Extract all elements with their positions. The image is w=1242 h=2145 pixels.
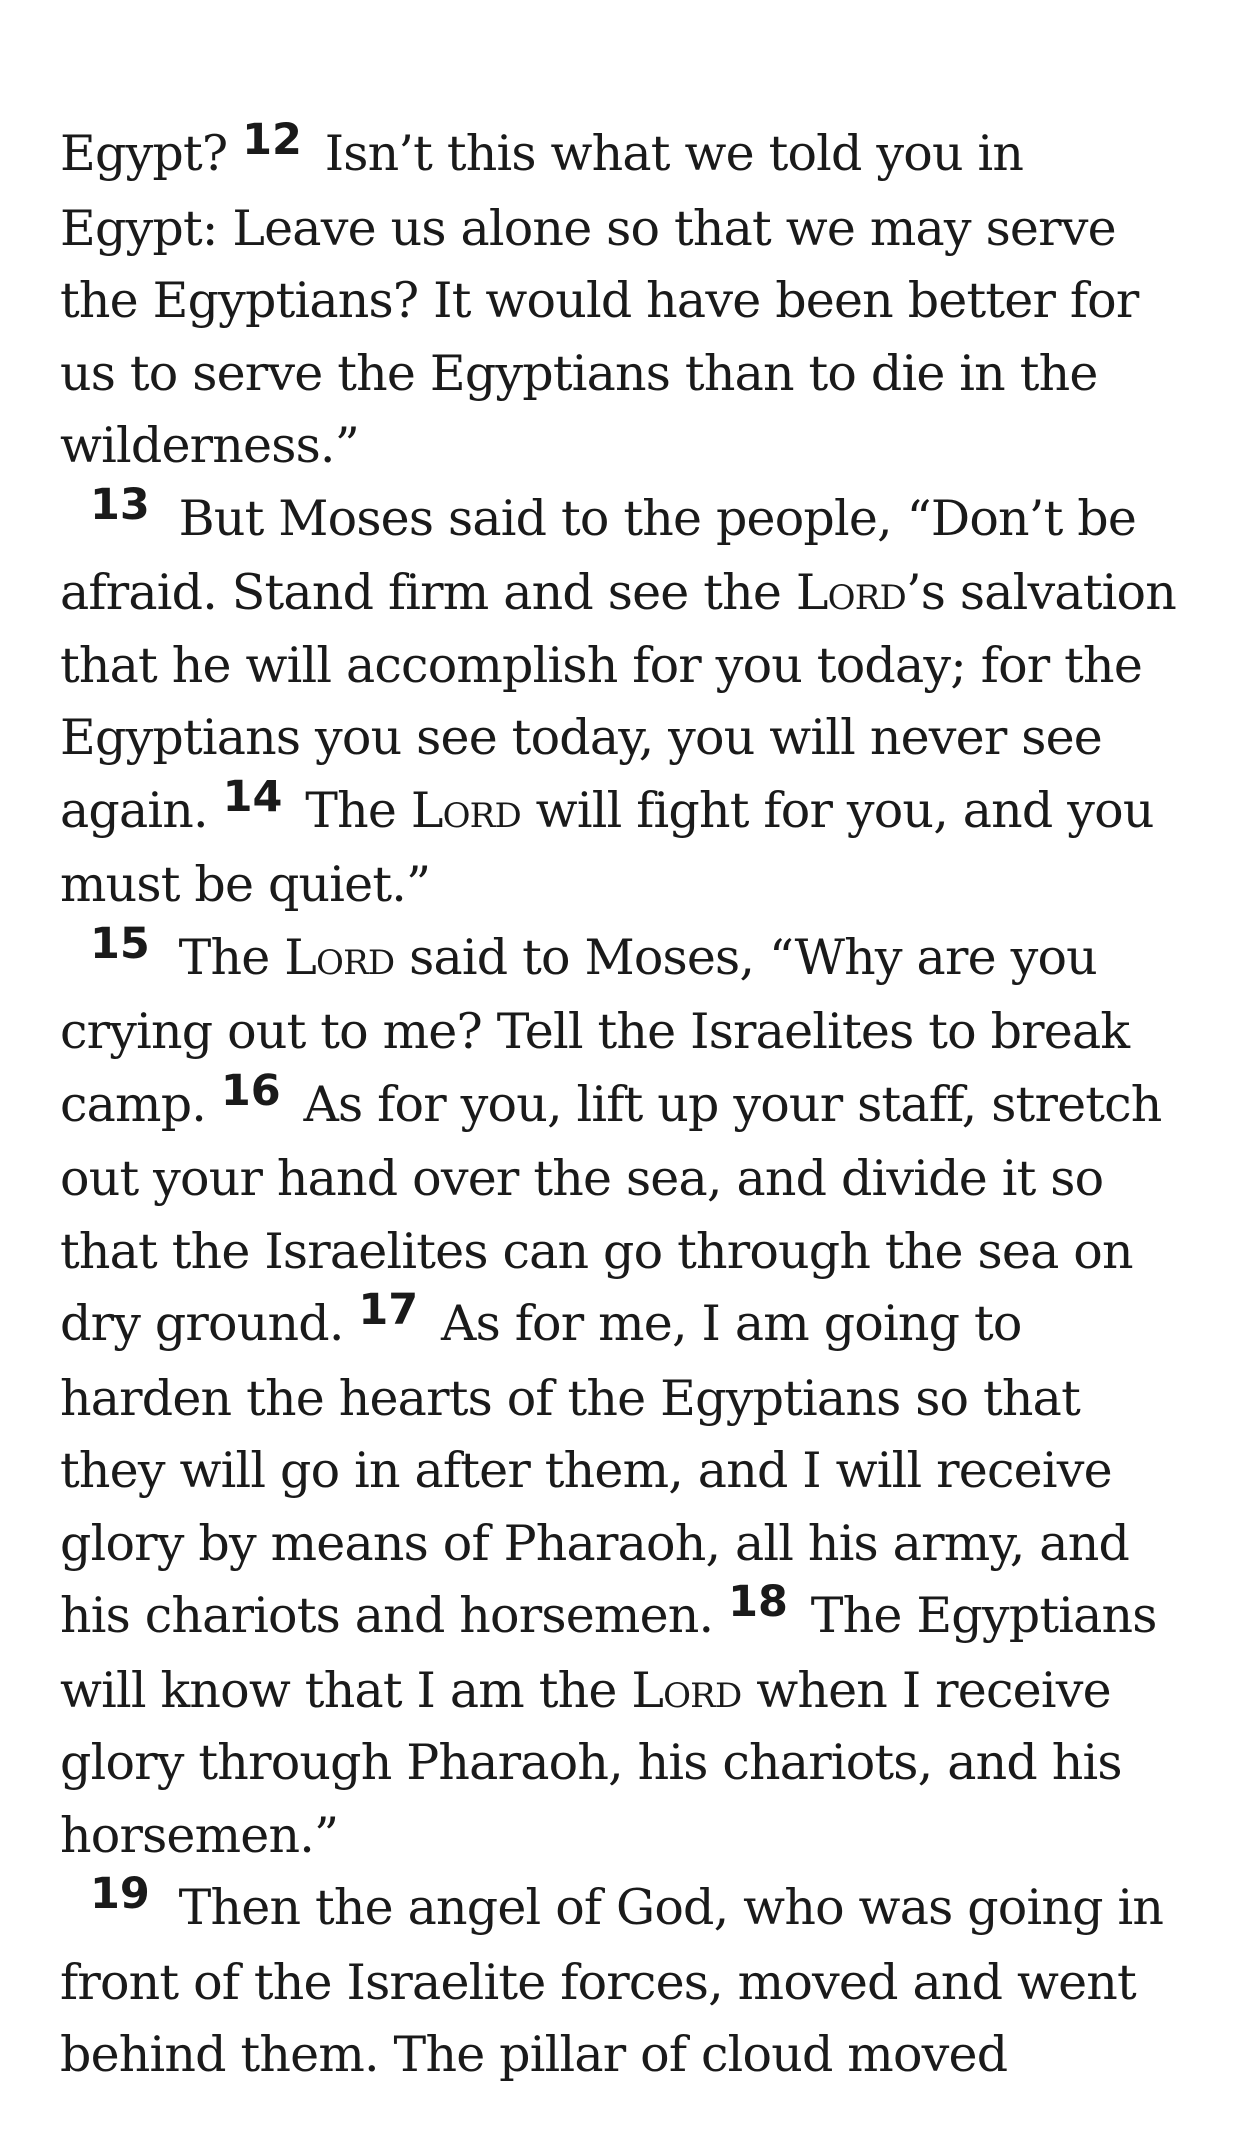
verse-number: 16 [220, 1065, 281, 1116]
divine-name: Lord [631, 1661, 742, 1719]
verse-text: said to Moses, “Why are you crying out to me? Tell the Israelites to break camp. [60, 928, 1130, 1133]
verse-text: The [178, 928, 285, 986]
verse-number: 13 [90, 479, 150, 530]
verse-text: will fight for you, and you must be quiet.” [60, 781, 1154, 913]
verse-text: As for you, lift up your staff, stretch out your hand over the sea, and divide it so that the Israelites can go through the sea on dry ground. [60, 1075, 1162, 1352]
divine-name: Lord [795, 564, 906, 621]
verse-text: The Egyptians will know that I am the [60, 1587, 1157, 1719]
paragraph [60, 918, 1190, 1873]
verse-number: 14 [222, 771, 283, 822]
verse-text: when I receive glory through Pharaoh, his chariots, and his horsemen.” [60, 1661, 1122, 1864]
verse-text: ’s salvation that he will accomplish for you today; for the Egyptians you see today, you will never see again. [60, 564, 1176, 839]
verse-text: The [305, 781, 411, 839]
divine-name: Lord [410, 781, 521, 839]
verse-number: 19 [90, 1869, 150, 1919]
verse-text: Then the angel of God, who was going in front of the Israelite forces, moved and went behind them. The pillar of cloud moved [60, 1879, 1164, 2083]
verse-text: Isn’t this what we told you in Egypt: Leave us alone so that we may serve the Egyptians? It would have been better for us to serve the Egyptians than to die in the wilderness.” [60, 125, 1139, 474]
scripture-text [60, 115, 1190, 2092]
paragraph [60, 479, 1190, 922]
verse-text: Egypt? [60, 125, 243, 182]
verse-number: 18 [728, 1577, 788, 1627]
verse-number: 12 [242, 115, 302, 165]
paragraph [60, 1869, 1190, 2092]
paragraph [60, 115, 1190, 483]
divine-name: Lord [284, 928, 395, 986]
verse-number: 17 [358, 1285, 419, 1335]
verse-text: As for me, I am going to harden the hearts of the Egyptians so that they will go in after them, and I will receive glory by means of Pharaoh, all his army, and his chariots and horsemen. [60, 1295, 1130, 1644]
verse-number: 15 [90, 918, 150, 969]
verse-text: But Moses said to the people, “Don’t be afraid. Stand firm and see the [60, 489, 1137, 621]
